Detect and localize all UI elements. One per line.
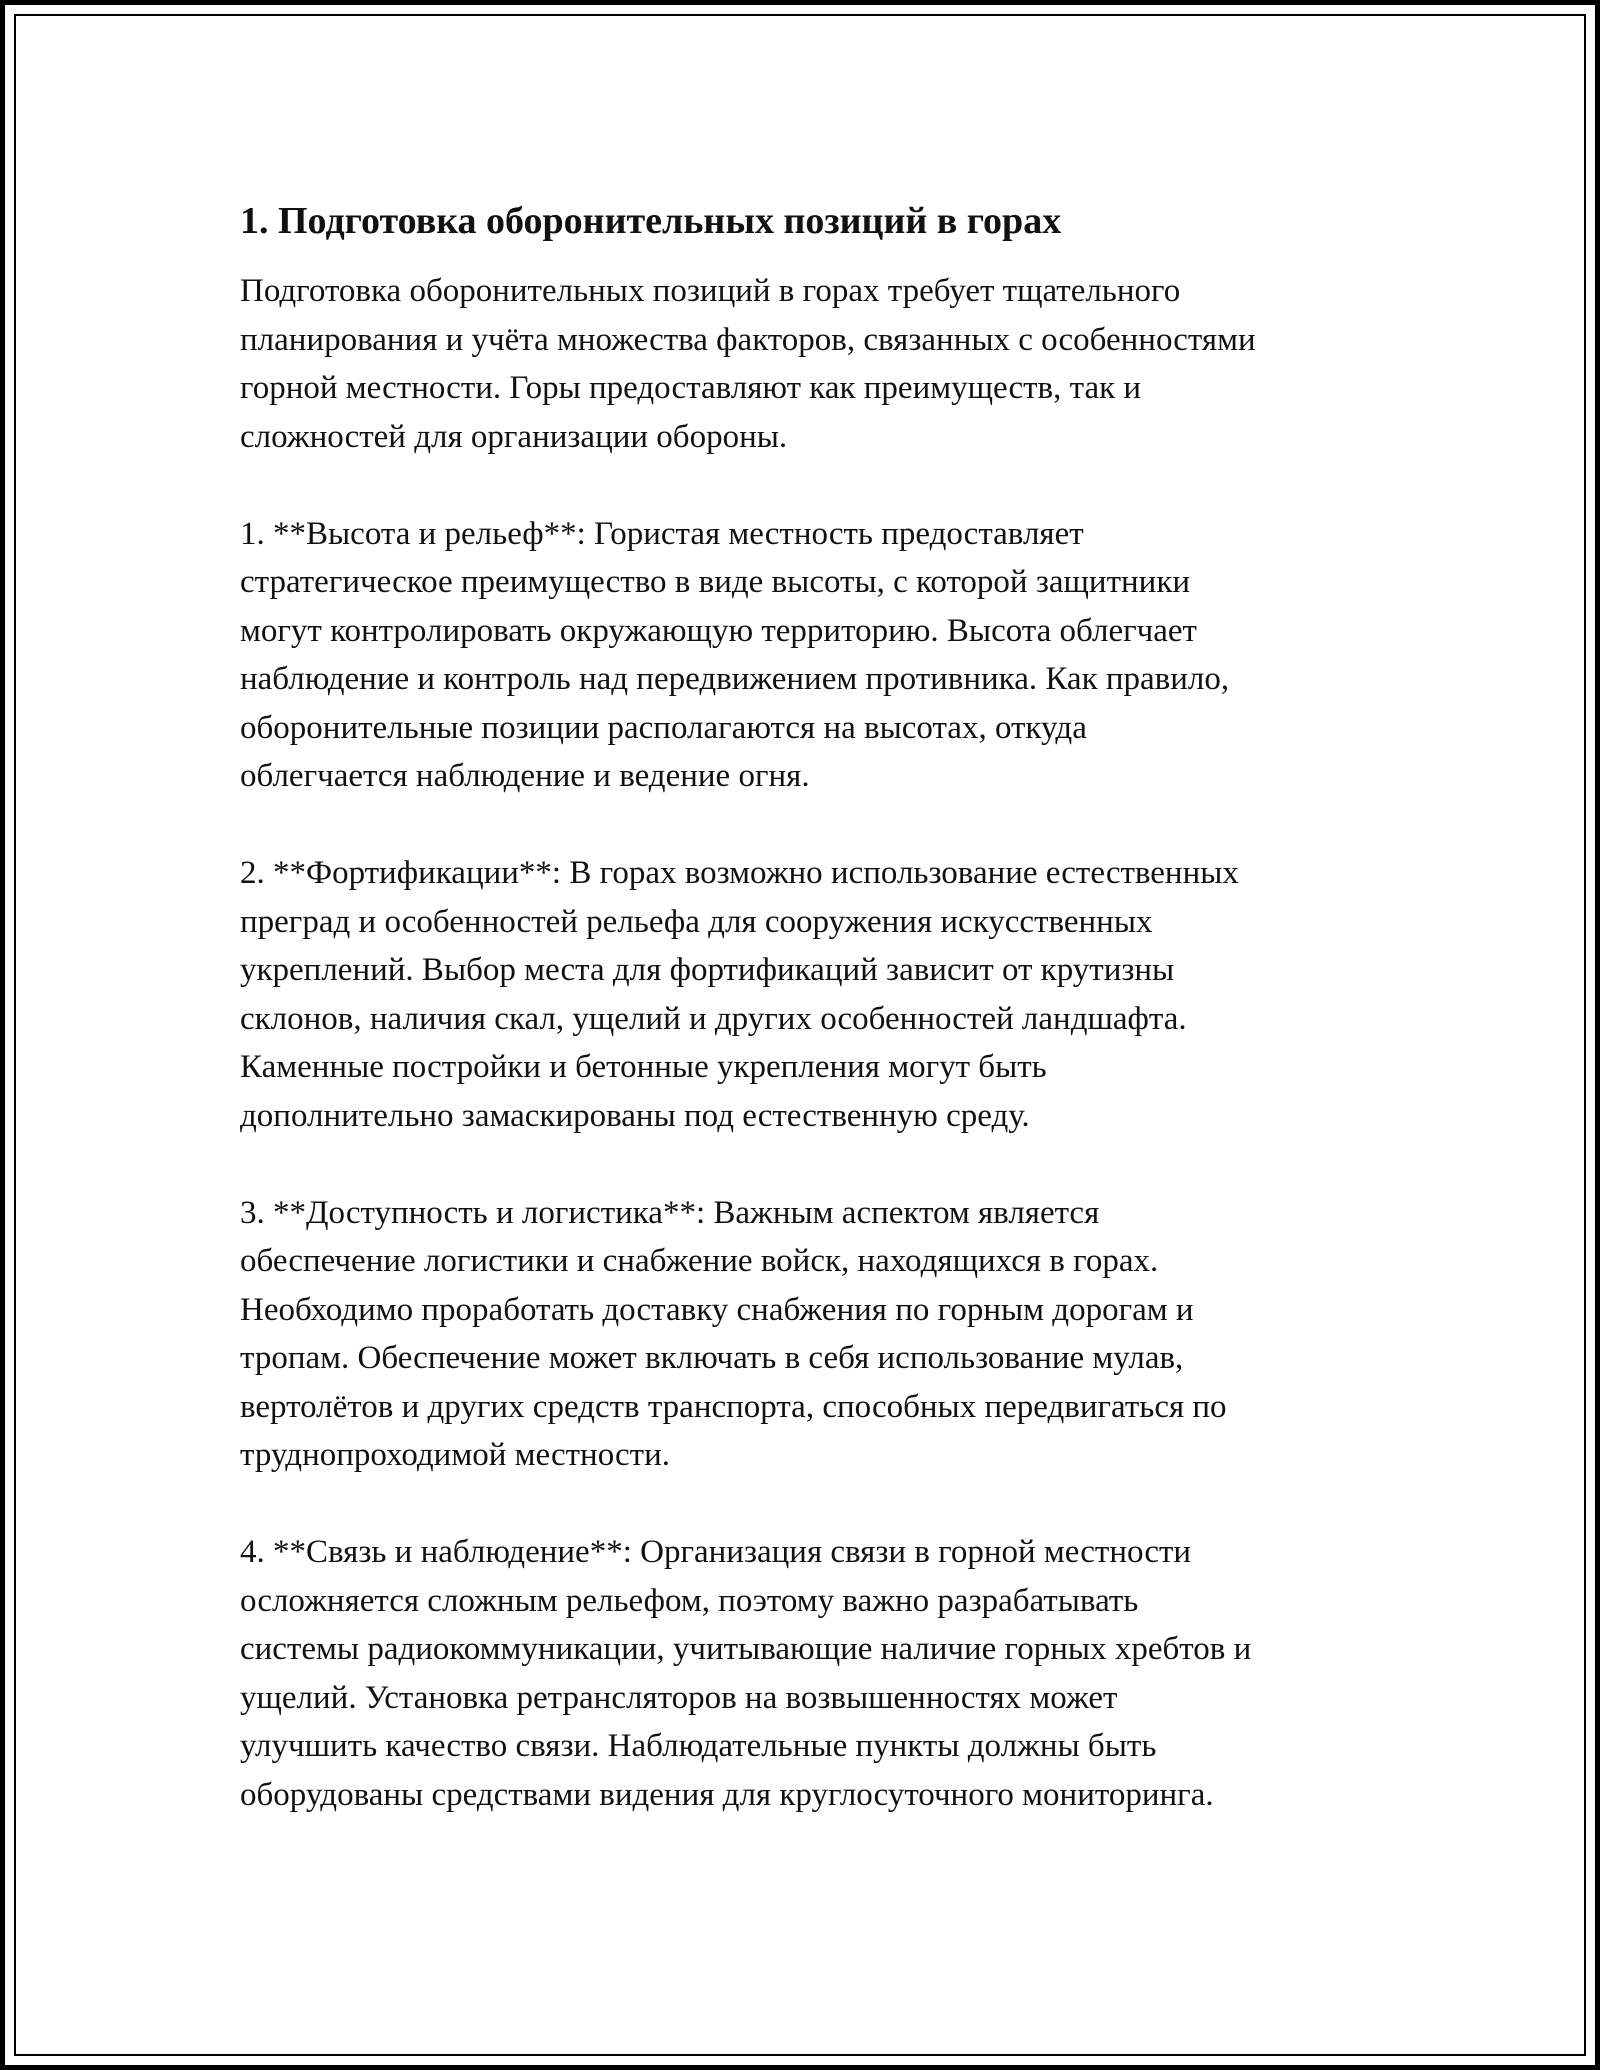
text-line: склонов, наличия скал, ущелий и других особенностей ландшафта. [240,1000,1187,1037]
text-line: стратегическое преимущество в виде высоты, с которой защитники [240,564,1191,600]
text-line: Подготовка оборонительных позиций в горах требует тщательного [240,273,1181,309]
text-line: планирования и учёта множества факторов, связанных с особенностями [240,321,1256,358]
text-line: горной местности. Горы предоставляют как преимуществ, так и [240,370,1142,406]
text-line: оборудованы средствами видения для круглосуточного мониторинга. [240,1776,1214,1813]
text-line: осложняется сложным рельефом, поэтому важно разрабатывать [240,1582,1139,1619]
text-line: сложностей для организации обороны. [240,418,788,455]
text-line: Каменные постройки и бетонные укрепления могут быть [240,1049,1047,1085]
text-line: улучшить качество связи. Наблюдательные пункты должны быть [240,1728,1157,1764]
text-line: могут контролировать окружающую территорию. Высота облегчает [240,612,1197,649]
list-item-accessibility-logistics [240,1189,1390,1480]
text-line: Необходимо проработать доставку снабжения по горным дорогам и [240,1291,1194,1328]
text-line: оборонительные позиции располагаются на высотах, откуда [240,709,1087,746]
text-line: дополнительно замаскированы под естественную среду. [240,1097,1030,1134]
text-line: 2. **Фортификации**: В горах возможно использование естественных [240,855,1239,891]
text-line: тропам. Обеспечение может включать в себя использование мулав, [240,1340,1184,1376]
text-line: труднопроходимой местности. [240,1437,671,1473]
text-line: 1. **Высота и рельеф**: Гористая местность предоставляет [240,515,1084,552]
text-line: ущелий. Установка ретрансляторов на возвышенностях может [240,1679,1118,1716]
text-line: укреплений. Выбор места для фортификаций зависит от крутизны [240,952,1175,988]
text-line: обеспечение логистики и снабжение войск, находящихся в горах. [240,1243,1159,1279]
list-item-height-and-relief [240,510,1390,801]
section-heading: 1. Подготовка оборонительных позиций в горах [240,200,1062,242]
text-line: системы радиокоммуникации, учитывающие наличие горных хребтов и [240,1631,1252,1667]
intro-paragraph [240,267,1390,461]
text-line: 3. **Доступность и логистика**: Важным аспектом является [240,1194,1100,1231]
document-body [240,193,1390,1819]
list-item-communication-observation [240,1528,1390,1819]
text-line: 4. **Связь и наблюдение**: Организация связи в горной местности [240,1534,1192,1570]
text-line: наблюдение и контроль над передвижением противника. Как правило, [240,661,1230,697]
text-line: облегчается наблюдение и ведение огня. [240,758,810,794]
list-item-fortifications [240,849,1390,1140]
text-line: вертолётов и других средств транспорта, способных передвигаться по [240,1388,1227,1425]
text-line: преград и особенностей рельефа для сооружения искусственных [240,903,1153,940]
